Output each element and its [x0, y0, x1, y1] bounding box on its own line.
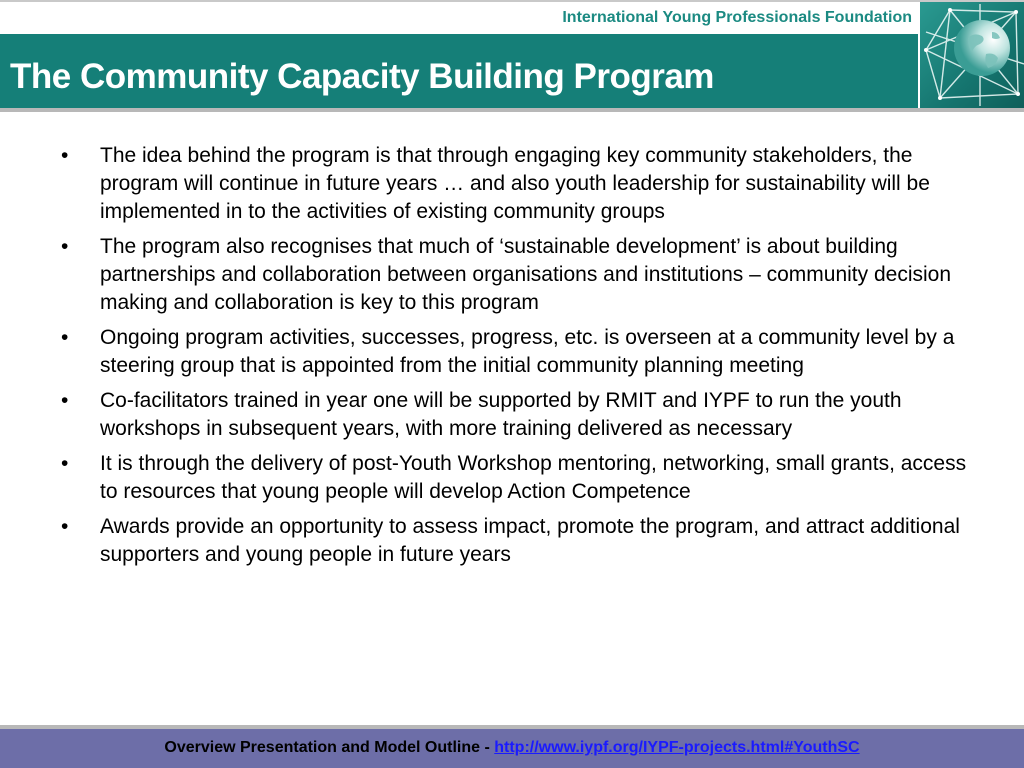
bullet-marker: •: [61, 515, 69, 538]
bullet-text: Awards provide an opportunity to assess impact, promote the program, and attract additional supporters and young people in future years: [100, 515, 960, 566]
header-divider: [0, 108, 1024, 112]
bullet-text: The idea behind the program is that through engaging key community stakeholders, the program will continue in future years … and also youth leadership for sustainability will be implemented in to the activities of existing community groups: [100, 144, 930, 223]
bullet-item: [56, 513, 976, 569]
bullet-list: [56, 142, 976, 569]
footer-label: Overview Presentation and Model Outline -: [164, 739, 495, 756]
bullet-item: [56, 142, 976, 226]
slide-title: The Community Capacity Building Program: [10, 57, 714, 96]
bullet-marker: •: [61, 235, 69, 258]
bullet-marker: •: [61, 389, 69, 412]
bullet-item: [56, 233, 976, 317]
bullet-text: Ongoing program activities, successes, progress, etc. is overseen at a community level by a steering group that is appointed from the initial community planning meeting: [100, 326, 955, 377]
bullet-item: [56, 387, 976, 443]
bullet-item: [56, 324, 976, 380]
bullet-marker: •: [61, 326, 69, 349]
bullet-text: Co-facilitators trained in year one will be supported by RMIT and IYPF to run the youth workshops in subsequent years, with more training delivered as necessary: [100, 389, 902, 440]
header-top-divider: [0, 0, 1024, 2]
organization-name: International Young Professionals Foundation: [562, 9, 912, 26]
bullet-text: The program also recognises that much of ‘sustainable development’ is about building partnerships and collaboration between organisations and institutions – community decision making and collaboration is key to this program: [100, 235, 952, 314]
footer-link[interactable]: http://www.iypf.org/IYPF-projects.html#YouthSC: [494, 739, 860, 756]
bullet-marker: •: [61, 452, 69, 475]
bullet-item: [56, 450, 976, 506]
bullet-marker: •: [61, 144, 69, 167]
content-area: [56, 142, 976, 576]
footer-caption: [0, 739, 1024, 757]
bullet-text: It is through the delivery of post-Youth Workshop mentoring, networking, small grants, access to resources that young people will develop Action Competence: [100, 452, 967, 503]
globe-network-logo-icon: [920, 2, 1024, 108]
